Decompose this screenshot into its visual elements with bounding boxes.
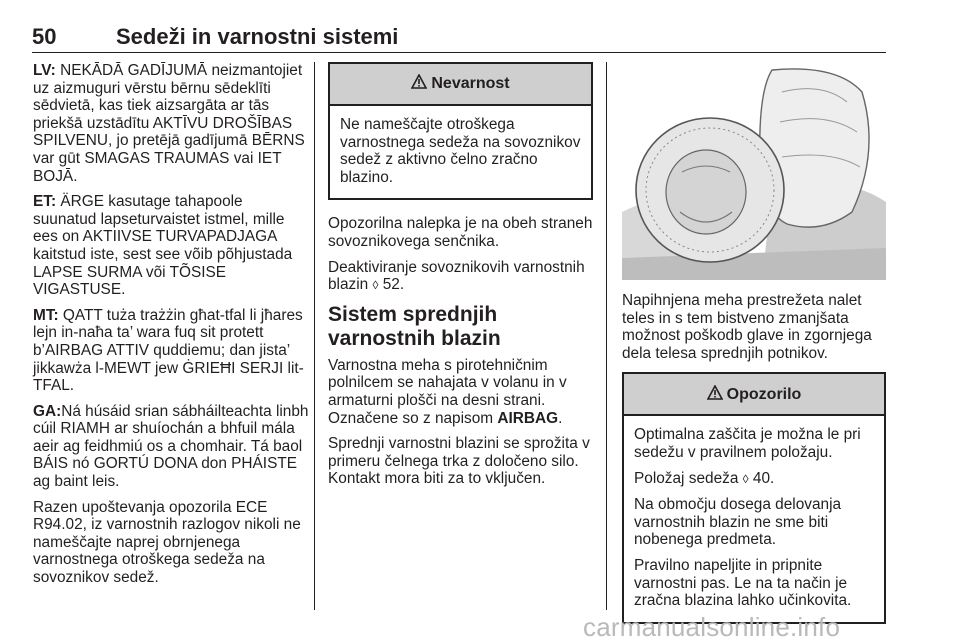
text-lv: NEKĀDĀ GADĪJUMĀ neizmantojiet uz aizmuguri vērstu bērnu sēdeklīti sēdvietā, kas tiek aizsargāta ar tās priekšā uzstādītu AKTĪVU DROŠĪBAS SPILVENU, jo pretējā gadījumā BĒRNS var gūt SMAGAS TRAUMAS vai IET BOJĀ. <box>33 62 305 185</box>
deactivation-text: Deaktiviranje sovoznikovih varnostnih blazin <box>328 258 585 294</box>
caution-body <box>624 416 884 621</box>
column-divider-left <box>314 62 315 610</box>
middle-column <box>328 62 593 496</box>
caution-header <box>624 374 884 416</box>
warning-triangle-icon <box>411 74 427 94</box>
caution-title: Opozorilo <box>726 385 802 403</box>
section-heading: Sistem sprednjih varnostnih blazin <box>328 302 501 350</box>
danger-box <box>328 62 593 200</box>
watermark: carmanualsonline.info <box>583 612 841 642</box>
danger-body <box>330 106 591 198</box>
paragraph-deployment: Sprednji varnostni blazini se sprožita v primeru čelnega trka z določeno silo. Kontakt mora biti za to vključen. <box>328 435 590 488</box>
illustration-caption: Napihnjena meha prestrežeta nalet teles in s tem bistveno zmanjšata možnost poškodb glave in zgornjega dela telesa sprednjih potnikov. <box>622 292 872 362</box>
paragraph-deactivation <box>328 259 593 295</box>
right-column <box>622 62 886 639</box>
airbag-location-text: Varnostna meha s pirotehničnim polnilcem se nahajata v volanu in v armaturni plošči na desni strani. Označene so z napisom <box>328 356 567 427</box>
caution-text-2 <box>634 470 874 489</box>
page-title: Sedeži in varnostni sistemi <box>116 24 399 49</box>
paragraph-label-location: Opozorilna nalepka je na obeh straneh sovoznikovega senčnika. <box>328 215 593 250</box>
caution-text-3: Na območju dosega delovanja varnostnih blazin ne sme biti nobenega predmeta. <box>634 496 842 549</box>
caution-text-1: Optimalna zaščita je možna le pri sedežu v pravilnem položaju. <box>634 426 861 461</box>
seat-position-text: Položaj sedeža <box>634 469 743 487</box>
danger-text: Ne nameščajte otroškega varnostnega sedeža na sovoznikov sedež z aktivno čelno zračno blazino. <box>340 116 581 186</box>
deactivation-page-ref[interactable]: 52. <box>378 276 405 294</box>
warning-triangle-icon <box>707 385 723 405</box>
paragraph-et <box>33 193 309 299</box>
lang-label-et: ET: <box>33 193 57 211</box>
airbag-illustration <box>622 62 886 280</box>
paragraph-mt <box>33 307 309 395</box>
text-ga: Ná húsáid srian sábháilteachta linbh cúil RIAMH ar shuíochán a bhfuil mála aeir ag feidhmiú os a chomhair. Tá baol BÁIS nó GORTÚ DONA don PHÁISTE ag baint leis. <box>33 402 309 491</box>
text-mt: QATT tuża trażżin għat-tfal li jħares lejn in-naħa ta’ wara fuq sit protett b’AIRBAG ATTIV quddiemu; dan jista’ jikkawża l-MEWT jew ĠRIEĦI SERJI lit-TFAL. <box>33 306 304 395</box>
seat-position-page-ref[interactable]: 40. <box>748 469 775 487</box>
lang-label-ga: GA: <box>33 402 62 420</box>
text-et: ÄRGE kasutage tahapoole suunatud lapseturvaistet istmel, mille ees on AKTIIVSE TURVAPADJAGA kaitstud iste, sest see võib põhjustada LAPSE SURMA või TÕSISE VIGASTUSE. <box>33 193 293 299</box>
page-header <box>32 20 886 53</box>
caution-box <box>622 372 886 623</box>
caution-text-4: Pravilno napeljite in pripnite varnostni pas. Le na ta način je zračna blazina lahko učinkovita. <box>634 556 852 610</box>
page-number: 50 <box>32 24 57 49</box>
airbag-label: AIRBAG <box>497 409 559 427</box>
left-column <box>33 62 309 595</box>
lang-label-lv: LV: <box>33 62 56 79</box>
column-divider-right <box>606 62 607 610</box>
paragraph-airbag-location <box>328 357 593 427</box>
airbag-location-end: . <box>558 409 563 427</box>
paragraph-lv <box>33 62 309 185</box>
paragraph-sl: Razen upoštevanja opozorila ECE R94.02, iz varnostnih razlogov nikoli ne nameščajte naprej obrnjenega varnostnega otroškega sedeža na sovoznikov sedež. <box>33 498 301 587</box>
paragraph-ga <box>33 403 309 491</box>
lang-label-mt: MT: <box>33 306 59 324</box>
page-ref-icon: ◊ <box>742 471 749 486</box>
danger-header <box>330 64 591 106</box>
page-ref-icon: ◊ <box>372 278 379 293</box>
danger-title: Nevarnost <box>431 75 510 93</box>
